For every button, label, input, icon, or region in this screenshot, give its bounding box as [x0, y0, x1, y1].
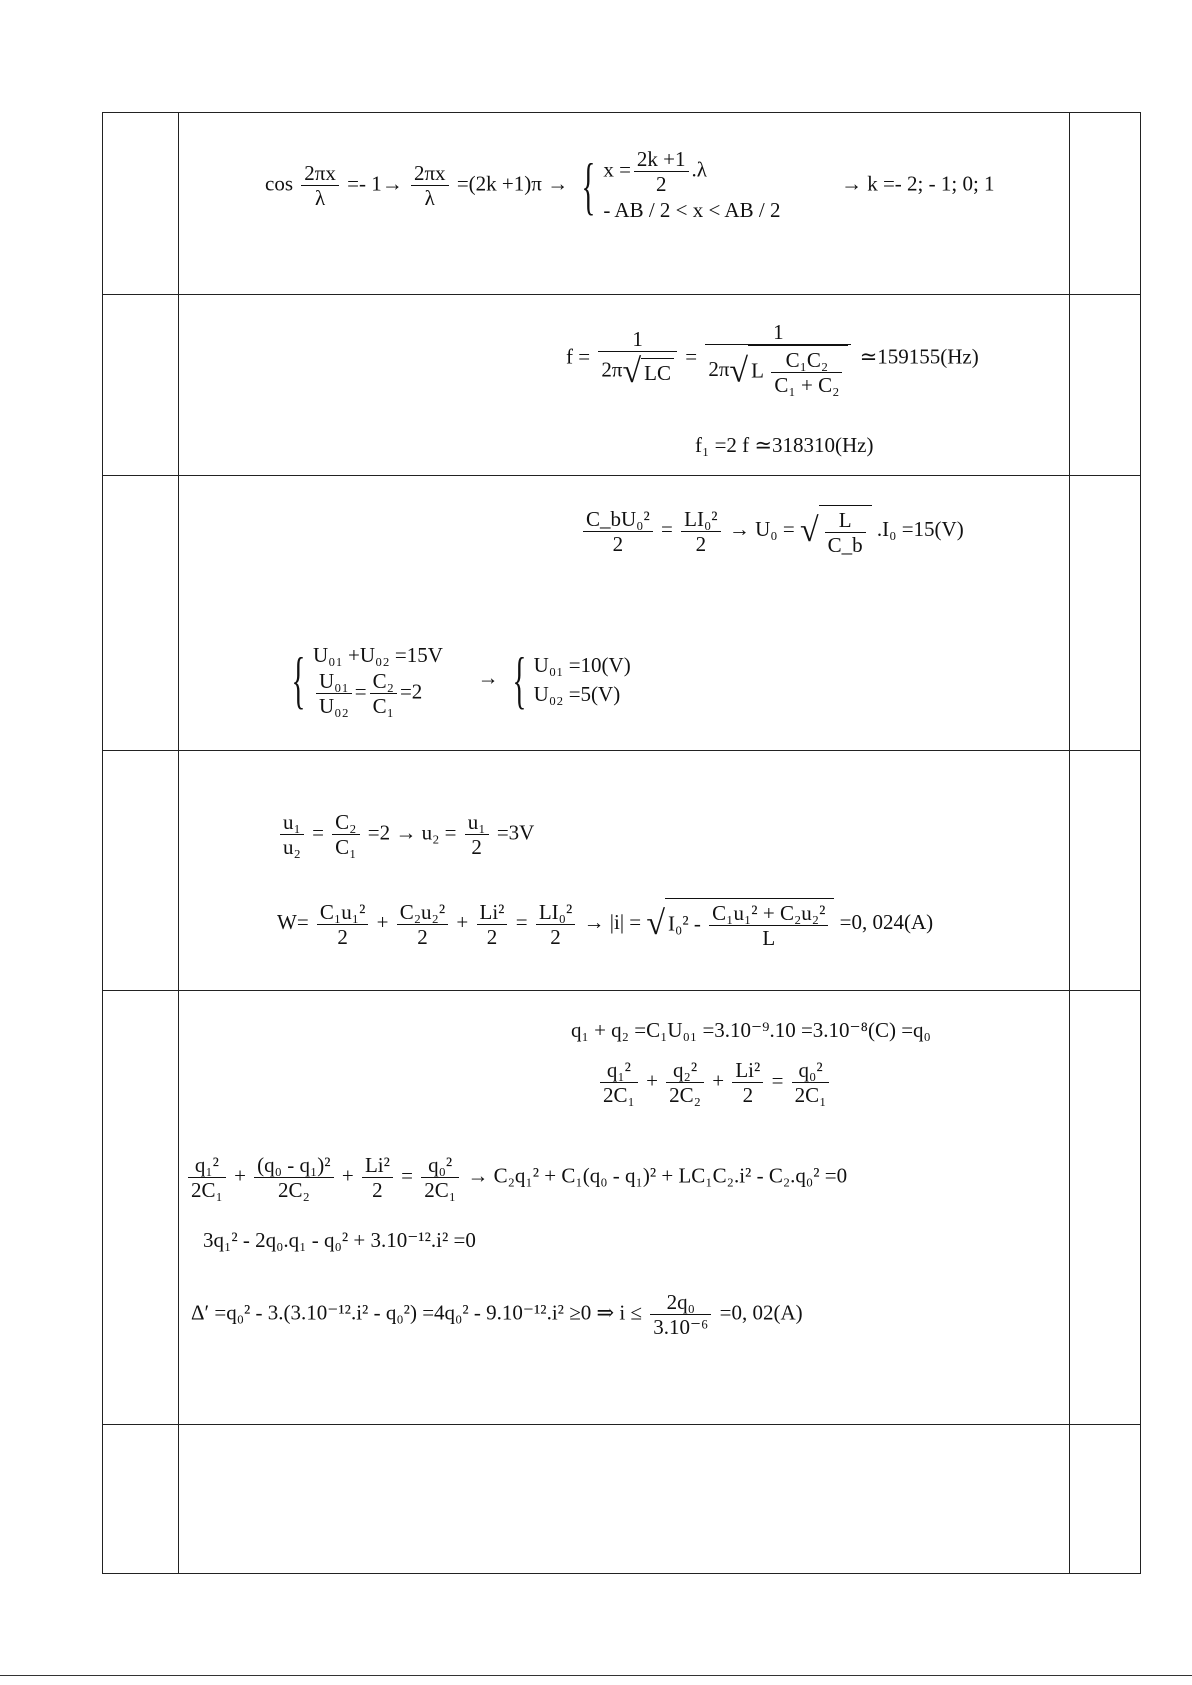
row-3-content: [179, 475, 1069, 750]
equation-discriminant: Δ′ =q₀² - 3.(3.10⁻¹².i² - q₀²) =4q₀² - 9.10⁻¹².i² ≥0 ⇒ i ≤ $\frac{\text{2q₀}}{\text{3.10⁻⁶}}$ =0, 02(A): [191, 1290, 803, 1340]
equation-charge-sum: q₁ + q₂ =C₁U₀₁ =3.10⁻⁹.10 =3.10⁻⁸(C) =q₀: [571, 1018, 931, 1042]
row-1-content: [179, 113, 1069, 294]
equation-frequency: f = $\frac{1}{2\pi√ LC}$ = 1 2π√ L $\frac{\text{C₁C₂}}{\text{C₁ + C₂}}$ ≃159155(Hz): [566, 320, 979, 398]
row-5-content: [179, 990, 1069, 1424]
row-6-content: [179, 1424, 1069, 1574]
equation-system-u01-u02: { U₀₁ +U₀₂ =15V $\frac{\text{U₀₁}}{\text{U₀₂}}$ = $\frac{\text{C₂}}{\text{C₁}}$ =2 → { U₀₁ =10(V) U₀₂ =5(V): [291, 643, 631, 719]
solution-table: [102, 112, 1141, 1574]
equation-charge-substituted: $\frac{\text{q₁²}}{\text{2C₁}}$ + $\frac{\text{(q₀ - q₁)²}}{\text{2C₂}}$ + $\frac{\text{Li²}}{2}$ = $\frac{\text{q₀²}}{\text{2C₁}}$ → C₂q₁² + C₁(q₀ - q₁)² + LC₁C₂.i² - C₂.q₀² =0: [185, 1153, 847, 1202]
equation-charge-energy: $\frac{\text{q₁²}}{\text{2C₁}}$ + $\frac{\text{q₂²}}{\text{2C₂}}$ + $\frac{\text{Li²}}{2}$ = $\frac{\text{q₀²}}{\text{2C₁}}$: [597, 1058, 832, 1107]
footer-rule: [0, 1675, 1192, 1676]
column-divider-right: [1069, 113, 1070, 1573]
equation-voltage-ratio: $\frac{\text{u₁}}{\text{u₂}}$ = $\frac{\text{C₂}}{\text{C₁}}$ =2 → u₂ = $\frac{\text{u₁}}{2}$ =3V: [277, 810, 534, 859]
equation-energy-u0: $\frac{\text{C\_bU₀²}}{2}$ = $\frac{\text{LI₀²}}{2}$ → U₀ = √ $\frac{L}{C\_b}$ .I₀ =15(V): [580, 505, 964, 557]
equation-energy-current: W= $\frac{\text{C₁u₁²}}{2}$ + $\frac{\text{C₂u₂²}}{2}$ + $\frac{\text{Li²}}{2}$ = $\frac{\text{LI₀²}}{2}$ → |i| = √ I₀² - $\frac{\text{C₁u₁² + C₂u₂²}}{L}$ =0, 024(A): [277, 899, 934, 951]
equation-cos-standing-wave: cos $\frac{2\pi x}{\lambda}$ =- 1→ $\frac{2\pi x}{\lambda}$ =(2k +1)π → { x = $\frac{2k +1}{2}$ .λ - AB / 2 < x < AB / 2 → k =- 2; - 1; 0; 1: [265, 147, 995, 223]
row-2-content: [179, 294, 1069, 475]
row-4-content: [179, 750, 1069, 990]
equation-frequency-f1: f₁ =2 f ≃318310(Hz): [695, 433, 874, 457]
equation-quadratic: 3q₁² - 2q₀.q₁ - q₀² + 3.10⁻¹².i² =0: [203, 1228, 476, 1252]
